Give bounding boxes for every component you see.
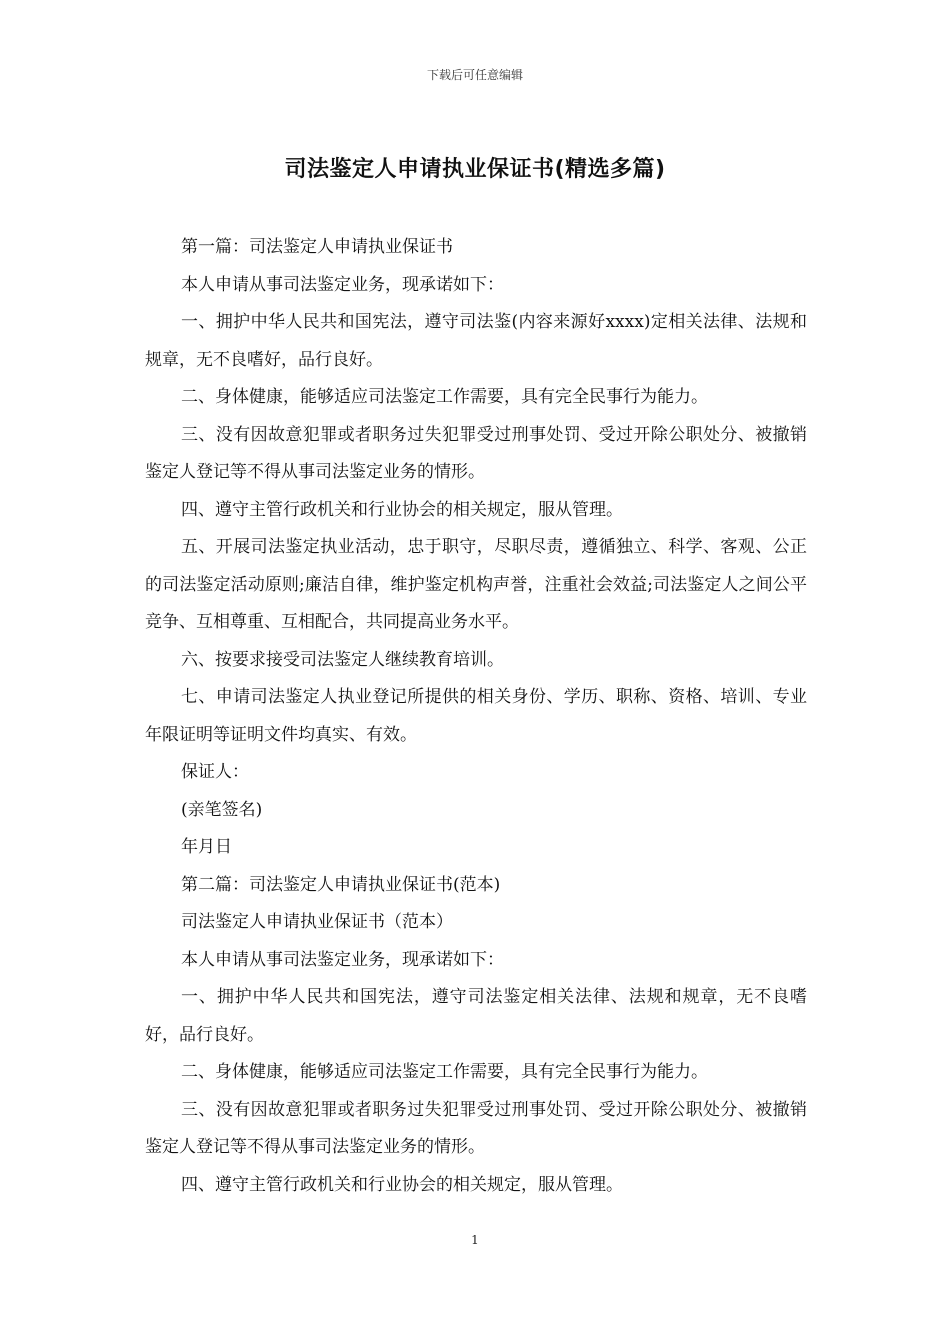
paragraph-item-5: 五、开展司法鉴定执业活动，忠于职守，尽职尽责，遵循独立、科学、客观、公正的司法鉴定活动原则;廉洁自律，维护鉴定机构声誉，注重社会效益;司法鉴定人之间公平竞争、互相尊重、互相配合，共同提高业务水平。 [145,537,807,632]
paragraph-item-3-2: 三、没有因故意犯罪或者职务过失犯罪受过刑事处罚、受过开除公职处分、被撤销鉴定人登记等不得从事司法鉴定业务的情形。 [145,1099,807,1157]
paragraph-date: 年月日 [181,837,232,857]
document-title: 司法鉴定人申请执业保证书(精选多篇) [284,157,666,182]
header-note: 下载后可任意编辑 [426,68,523,82]
paragraph-item-7: 七、申请司法鉴定人执业登记所提供的相关身份、学历、职称、资格、培训、专业年限证明等证明文件均真实、有效。 [145,687,807,745]
paragraph-item-2-2: 二、身体健康，能够适应司法鉴定工作需要，具有完全民事行为能力。 [181,1062,708,1082]
paragraph-item-2: 二、身体健康，能够适应司法鉴定工作需要，具有完全民事行为能力。 [181,387,708,407]
paragraph-item-1: 一、拥护中华人民共和国宪法，遵守司法鉴(内容来源好xxxx)定相关法律、法规和规章，无不良嗜好，品行良好。 [145,312,807,370]
paragraph-section-2-heading: 第二篇：司法鉴定人申请执业保证书(范本) [181,874,501,895]
paragraph-item-6: 六、按要求接受司法鉴定人继续教育培训。 [181,649,504,670]
paragraph-item-4-2: 四、遵守主管行政机关和行业协会的相关规定，服从管理。 [181,1174,623,1195]
paragraph-item-4: 四、遵守主管行政机关和行业协会的相关规定，服从管理。 [181,499,623,520]
paragraph-item-1-2: 一、拥护中华人民共和国宪法，遵守司法鉴定相关法律、法规和规章，无不良嗜好，品行良好。 [145,987,807,1045]
paragraph-signature: (亲笔签名) [181,799,263,820]
paragraph-section-2-subtitle: 司法鉴定人申请执业保证书（范本） [181,912,453,932]
paragraph-item-3: 三、没有因故意犯罪或者职务过失犯罪受过刑事处罚、受过开除公职处分、被撤销鉴定人登记等不得从事司法鉴定业务的情形。 [145,424,807,482]
paragraph-guarantor: 保证人： [181,762,249,782]
paragraph-pledge-intro: 本人申请从事司法鉴定业务，现承诺如下： [181,274,504,295]
paragraph-section-1-heading: 第一篇：司法鉴定人申请执业保证书 [181,237,453,257]
document-body [145,229,807,1204]
page-number: 1 [471,1233,479,1247]
paragraph-pledge-intro-2: 本人申请从事司法鉴定业务，现承诺如下： [181,949,504,970]
